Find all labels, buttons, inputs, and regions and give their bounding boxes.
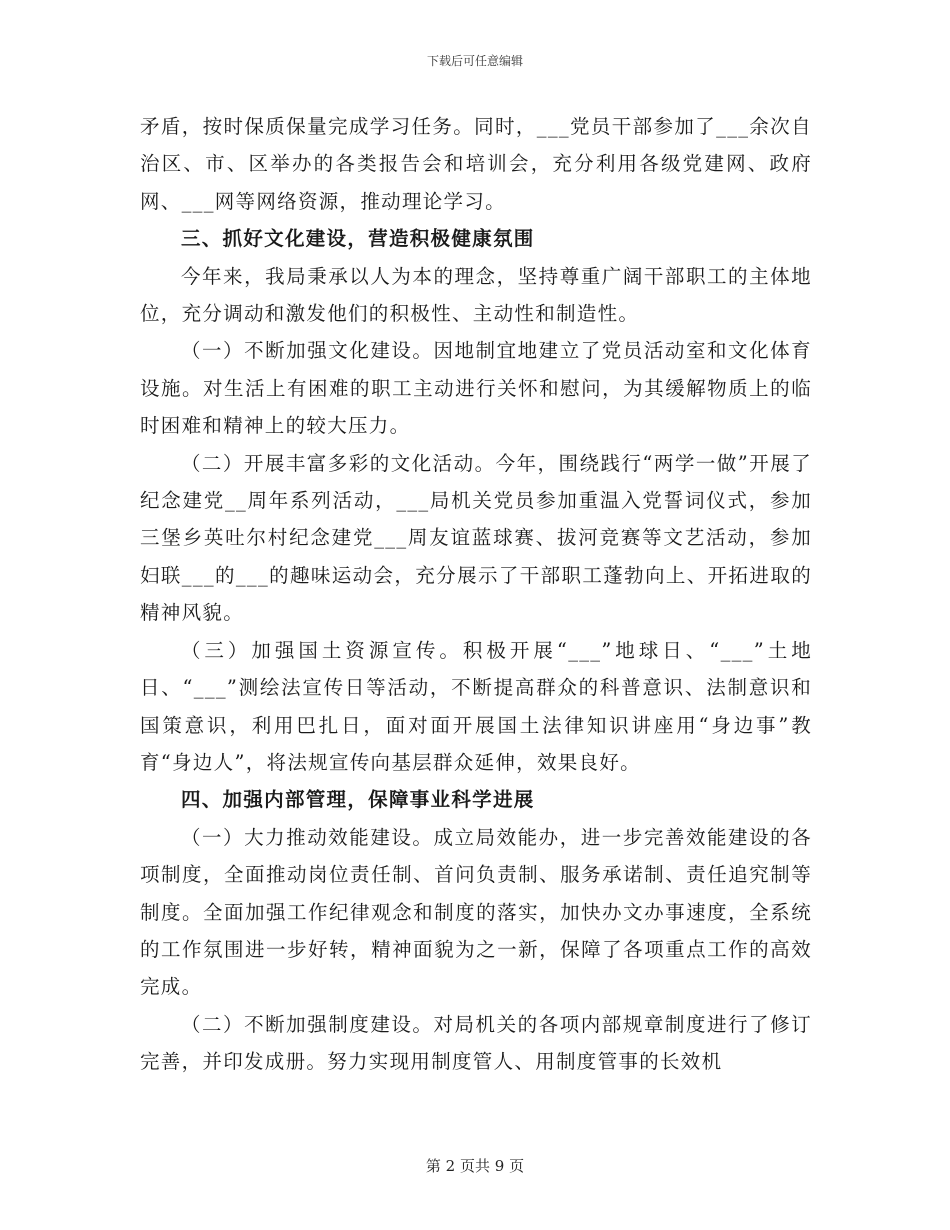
page-header: 下载后可任意编辑	[426, 54, 523, 68]
section-heading-4: 四、加强内部管理，保障事业科学进展	[180, 788, 535, 812]
paragraph: （一）大力推动效能建设。成立局效能办，进一步完善效能建设的各项制度，全面推动岗位责任制、首问负责制、服务承诺制、责任追究制等制度。全面加强工作纪律观念和制度的落实，加快办文办事速度，全系统的工作氛围进一步好转，精神面貌为之一新，保障了各项重点工作的高效完成。	[140, 825, 812, 999]
paragraph: （二）开展丰富多彩的文化活动。今年，围绕践行“两学一做”开展了纪念建党__周年系列活动，___局机关党员参加重温入党誓词仪式，参加三堡乡英吐尔村纪念建党___周友谊蓝球赛、拔河竞赛等文艺活动，参加妇联___的___的趣味运动会，充分展示了干部职工蓬勃向上、开拓进取的精神风貌。	[140, 451, 813, 625]
paragraph: （二）不断加强制度建设。对局机关的各项内部规章制度进行了修订完善，并印发成册。努力实现用制度管人、用制度管事的长效机	[140, 1012, 812, 1074]
page-footer: 第 2 页共 9 页	[425, 1157, 525, 1175]
section-heading-3: 三、抓好文化建设，营造积极健康氛围	[180, 227, 535, 251]
paragraph-continuation: 矛盾，按时保质保量完成学习任务。同时，___党员干部参加了___余次自治区、市、区举办的各类报告会和培训会，充分利用各级党建网、政府网、___网等网络资源，推动理论学习。	[140, 115, 812, 213]
document-body	[140, 108, 812, 1081]
paragraph: （一）不断加强文化建设。因地制宜地建立了党员活动室和文化体育设施。对生活上有困难的职工主动进行关怀和慰问，为其缓解物质上的临时困难和精神上的较大压力。	[140, 339, 812, 438]
paragraph: （三）加强国土资源宣传。积极开展“___”地球日、“___”土地日、“___”测绘法宣传日等活动，不断提高群众的科普意识、法制意识和国策意识，利用巴扎日，面对面开展国土法律知识讲座用“身边事”教育“身边人”，将法规宣传向基层群众延伸，效果良好。	[140, 638, 812, 774]
paragraph: 今年来，我局秉承以人为本的理念，坚持尊重广阔干部职工的主体地位，充分调动和激发他们的积极性、主动性和制造性。	[140, 264, 812, 326]
